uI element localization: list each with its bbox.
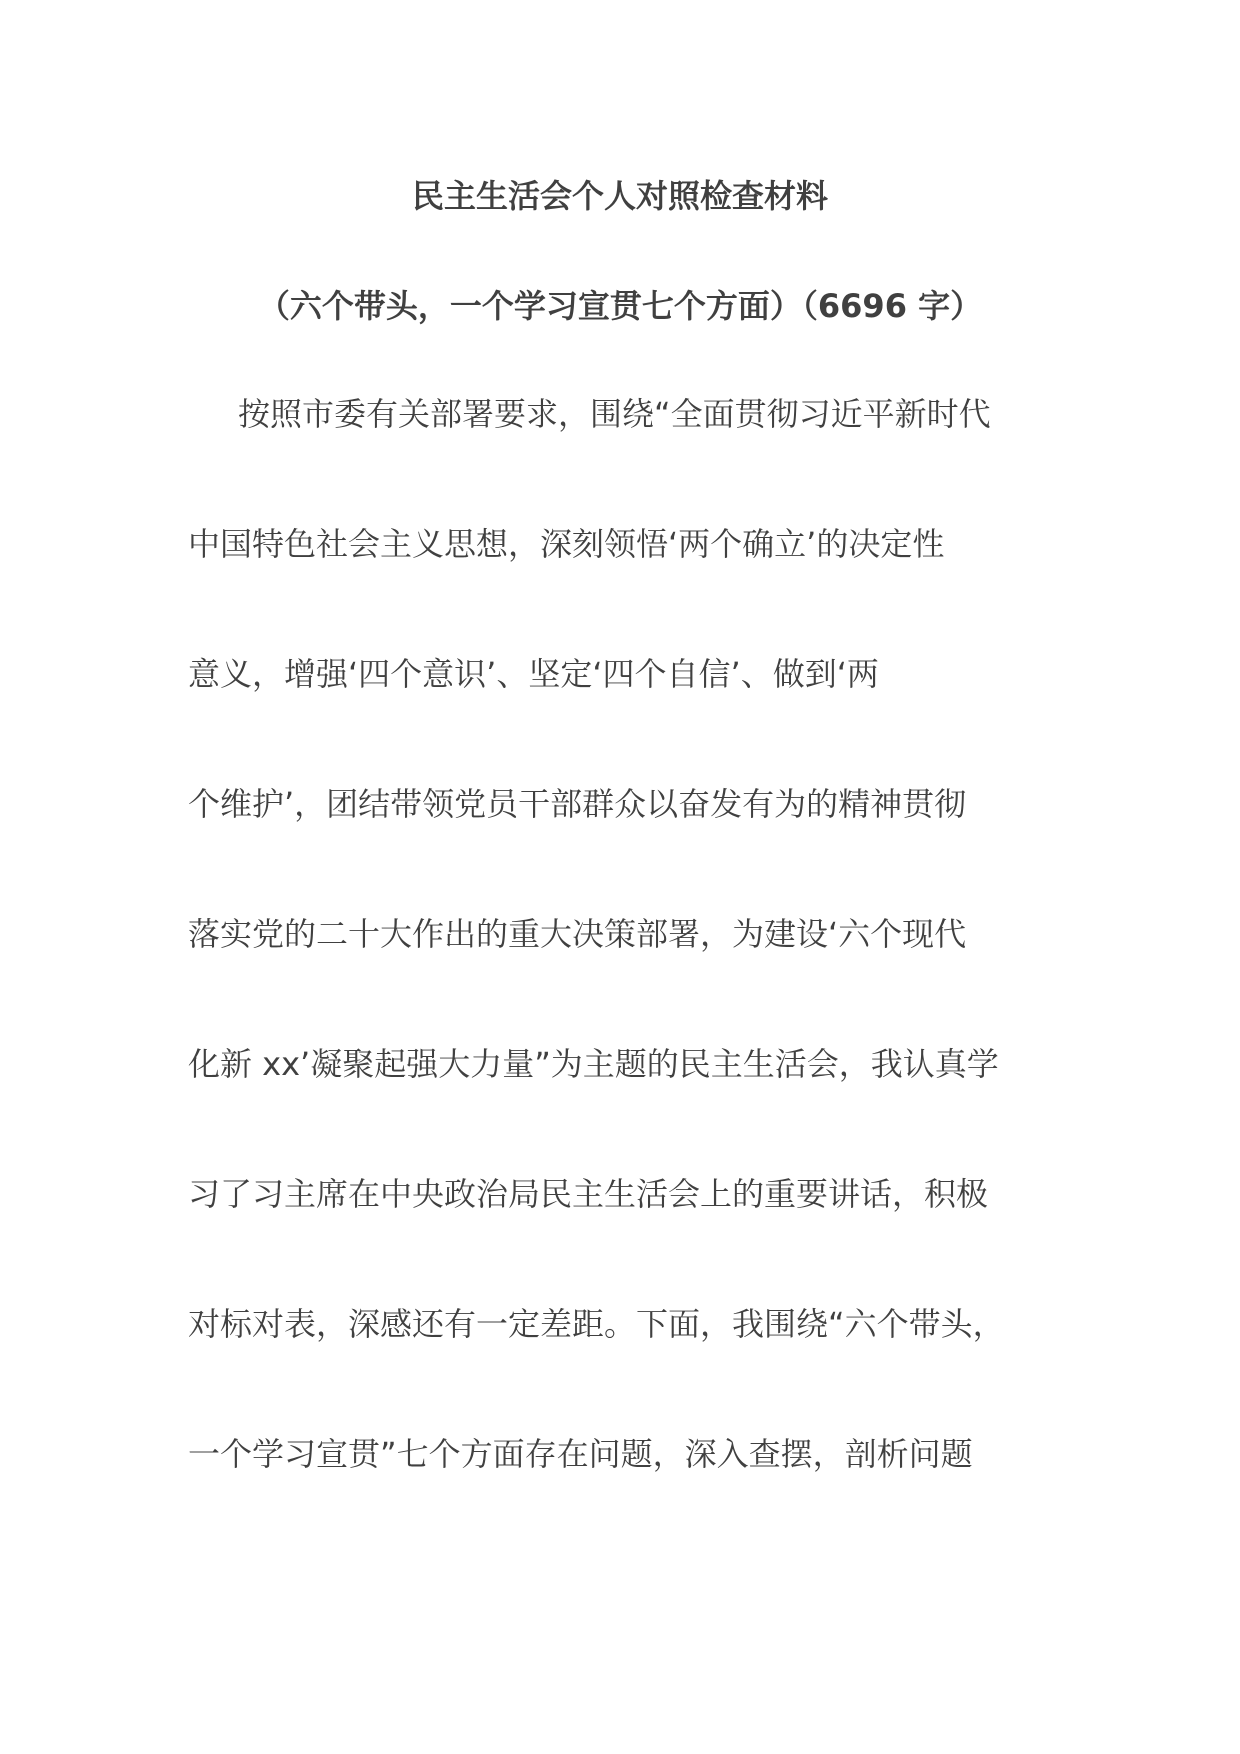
body-line: 对标对表，深感还有一定差距。下面，我围绕“六个带头， (188, 1305, 1005, 1343)
body-line: 一个学习宣贯”七个方面存在问题，深入查摆，剖析问题 (188, 1435, 973, 1473)
document-subtitle: （六个带头，一个学习宣贯七个方面）（6696 字） (257, 287, 983, 325)
body-line: 按照市委有关部署要求，围绕“全面贯彻习近平新时代 (238, 395, 991, 433)
document-title: 民主生活会个人对照检查材料 (411, 177, 828, 215)
body-line: 意义，增强‘四个意识’、坚定‘四个自信’、做到‘两 (188, 655, 879, 693)
body-line: 个维护’，团结带领党员干部群众以奋发有为的精神贯彻 (188, 785, 967, 823)
body-line: 中国特色社会主义思想，深刻领悟‘两个确立’的决定性 (188, 525, 945, 563)
body-line: 化新 xx’凝聚起强大力量”为主题的民主生活会，我认真学 (188, 1045, 999, 1083)
body-line: 习了习主席在中央政治局民主生活会上的重要讲话，积极 (188, 1175, 989, 1213)
body-line: 落实党的二十大作出的重大决策部署，为建设‘六个现代 (188, 915, 967, 953)
